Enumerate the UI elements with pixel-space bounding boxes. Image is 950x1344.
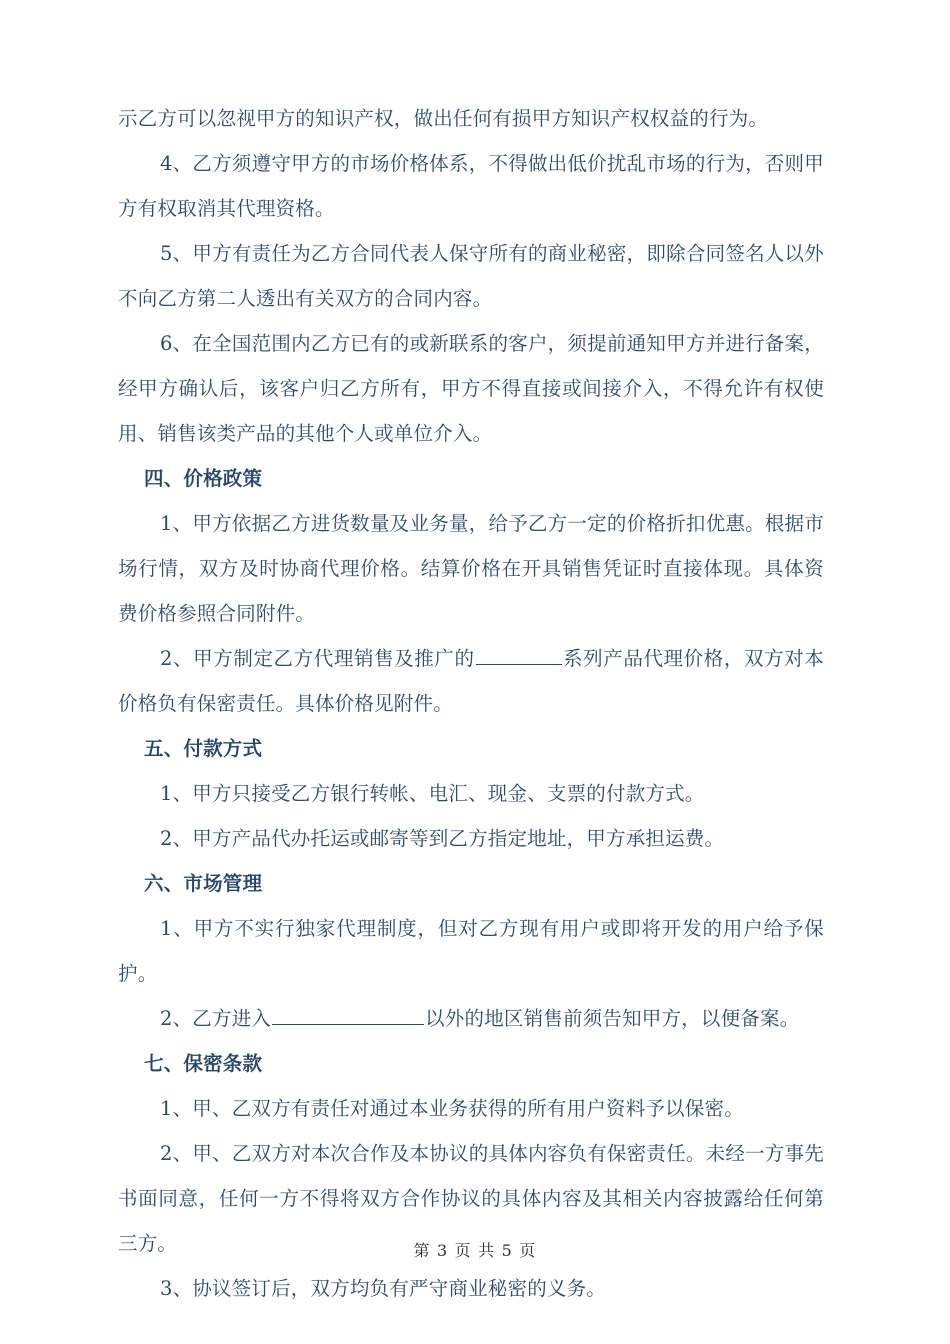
territory-blank-field[interactable] — [272, 1005, 424, 1025]
clause-4-2-text-after-blank: 系列产品代理价格，双方对本价格负有保密责任。具体价格见附件。 — [118, 647, 824, 715]
section-heading-4: 四、价格政策 — [144, 467, 263, 490]
clause-7-3: 3、协议签订后，双方均负有严守商业秘密的义务。 — [160, 1277, 607, 1300]
clause-4-2-text-before-blank: 2、甲方制定乙方代理销售及推广的 — [160, 647, 475, 670]
section-heading-6: 六、市场管理 — [144, 872, 263, 895]
continued-paragraph: 示乙方可以忽视甲方的知识产权，做出任何有损甲方知识产权权益的行为。 — [118, 107, 769, 130]
price-series-blank-field[interactable] — [476, 645, 562, 665]
clause-3-5: 5、甲方有责任为乙方合同代表人保守所有的商业秘密，即除合同签名人以外不向乙方第二人透出有关双方的合同内容。 — [118, 242, 824, 310]
section-heading-7: 七、保密条款 — [144, 1052, 263, 1075]
clause-4-1: 1、甲方依据乙方进货数量及业务量，给予乙方一定的价格折扣优惠。根据市场行情，双方及时协商代理价格。结算价格在开具销售凭证时直接体现。具体资费价格参照合同附件。 — [118, 512, 824, 625]
clause-7-1: 1、甲、乙双方有责任对通过本业务获得的所有用户资料予以保密。 — [160, 1097, 744, 1120]
clause-7-2: 2、甲、乙双方对本次合作及本协议的具体内容负有保密责任。未经一方事先书面同意，任何一方不得将双方合作协议的具体内容及其相关内容披露给任何第三方。 — [118, 1142, 824, 1255]
clause-6-1: 1、甲方不实行独家代理制度，但对乙方现有用户或即将开发的用户给予保护。 — [118, 917, 824, 985]
page-footer — [0, 1240, 950, 1262]
document-body — [118, 96, 824, 1311]
clause-6-2 — [118, 996, 824, 1041]
clause-3-6: 6、在全国范围内乙方已有的或新联系的客户，须提前通知甲方并进行备案，经甲方确认后，该客户归乙方所有，甲方不得直接或间接介入，不得允许有权使用、销售该类产品的其他个人或单位介入。 — [118, 332, 824, 445]
page-number-indicator: 第 3 页 共 5 页 — [413, 1241, 537, 1260]
clause-5-2: 2、甲方产品代办托运或邮寄等到乙方指定地址，甲方承担运费。 — [160, 827, 725, 850]
clause-4-2 — [118, 636, 824, 726]
clause-5-1: 1、甲方只接受乙方银行转帐、电汇、现金、支票的付款方式。 — [160, 782, 705, 805]
clause-3-4: 4、乙方须遵守甲方的市场价格体系，不得做出低价扰乱市场的行为，否则甲方有权取消其代理资格。 — [118, 152, 824, 220]
clause-6-2-text-before-blank: 2、乙方进入 — [160, 1007, 272, 1030]
section-heading-5: 五、付款方式 — [144, 737, 263, 760]
clause-6-2-text-after-blank: 以外的地区销售前须告知甲方，以便备案。 — [425, 1007, 800, 1030]
